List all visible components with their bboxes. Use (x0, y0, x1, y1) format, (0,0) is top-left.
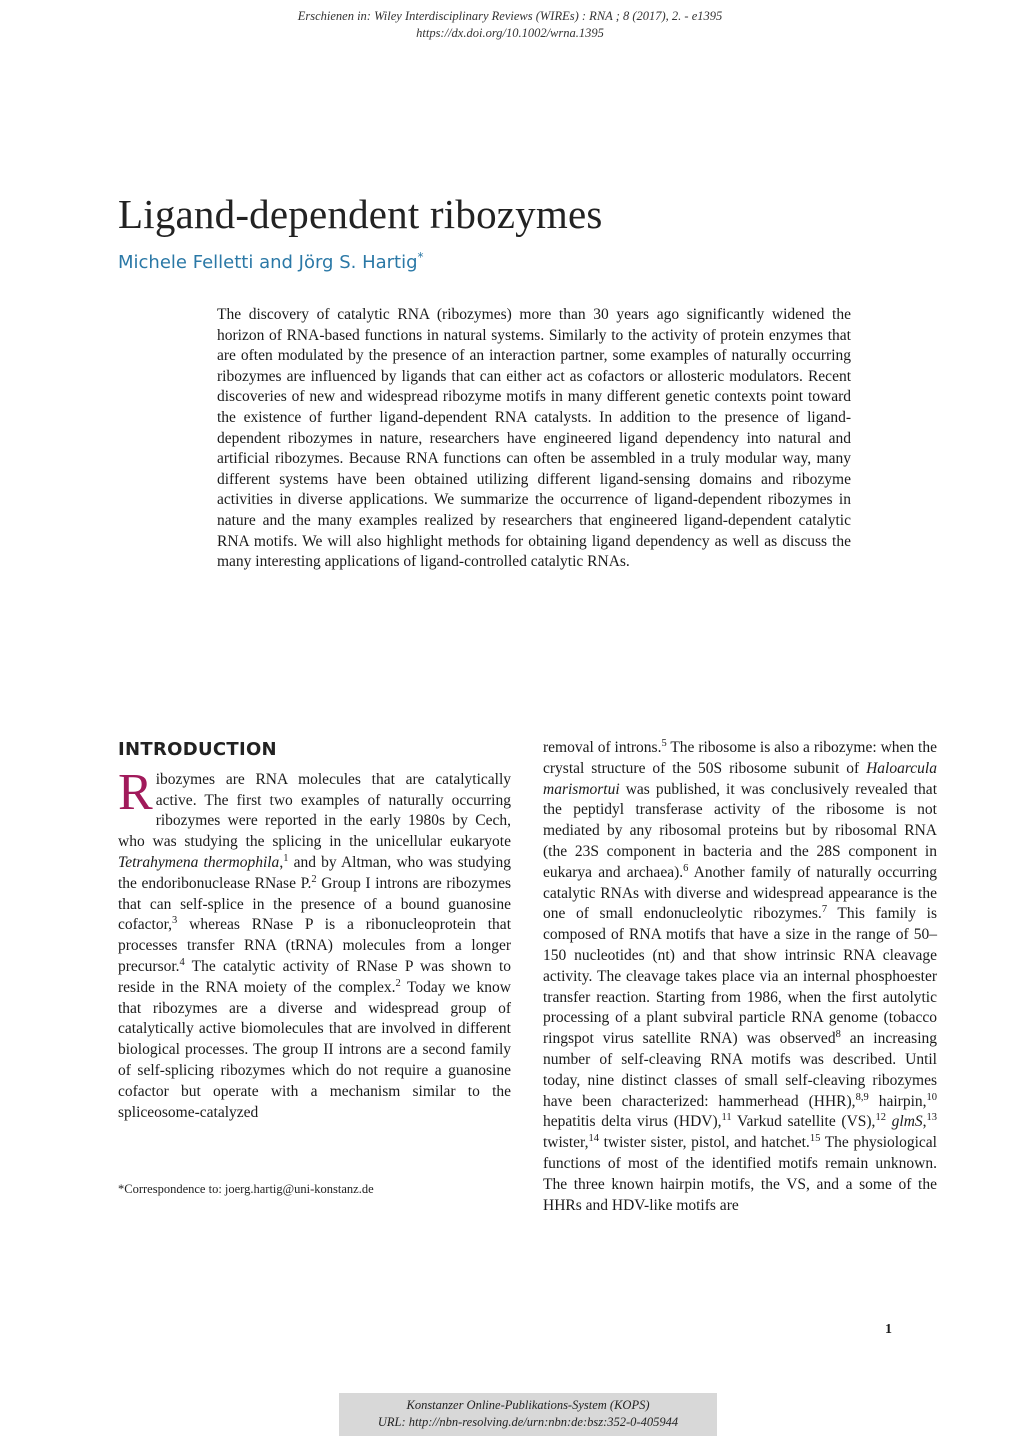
journal-citation-header (0, 8, 1020, 42)
author-list (118, 252, 424, 273)
correspondence-mark: * (417, 250, 424, 264)
page-number: 1 (885, 1322, 892, 1337)
doi-link[interactable]: https://dx.doi.org/10.1002/wrna.1395 (416, 26, 604, 40)
repository-footer (339, 1393, 717, 1436)
intro-paragraph-continued: removal of introns.$^5$ The ribosome is also a ribozyme: when the crystal structure of the 50S ribosome subunit of Haloarcula marismortui was published, it was conclusively revealed that the peptidyl transferase activity of the ribosome is not mediated by any ribosomal proteins but by ribosomal RNA (the 23S component in bacteria and the 28S component in eukarya and archaea).$^6$ Another family of naturally occurring catalytic RNAs with diverse and widespread appearance is the one of small endonucleolytic ribozymes.$^7$ This family is composed of RNA motifs that have a size in the range of 50–150 nucleotides (nt) and that show intrinsic RNA cleavage activity. The cleavage takes place via an internal phosphoester transfer reaction. Starting from 1986, when the first autolytic processing of a plant subviral particle RNA genome (tobacco ringspot virus satellite RNA) was observed$^8$ an increasing number of self-cleaving RNA motifs was described. Until today, nine distinct classes of small self-cleaving ribozymes have been characterized: hammerhead (HHR),$^{8,9}$ hairpin,$^{10}$ hepatitis delta virus (HDV),$^{11}$ Varkud satellite (VS),$^{12}$ glmS,$^{13}$ twister,$^{14}$ twister sister, pistol, and hatchet.$^{15}$ The physiological functions of most of the identified motifs remain unknown. The three known hairpin motifs, the VS, and a some of the HHRs and HDV-like motifs are (543, 737, 938, 1214)
repository-url[interactable]: URL: http://nbn-resolving.de/urn:nbn:de:bsz:352-0-405944 (377, 1415, 679, 1429)
intro-column-left (118, 740, 511, 1123)
citation-line: Erschienen in: Wiley Interdisciplinary Reviews (WIREs) : RNA ; 8 (2017), 2. - e1395 (297, 9, 723, 23)
drop-cap: R (118, 763, 153, 821)
author-names: Michele Felletti and Jörg S. Hartig (118, 252, 418, 273)
intro-column-right (543, 738, 937, 1216)
article-title: Ligand-dependent ribozymes (118, 191, 603, 237)
section-heading: INTRODUCTION (118, 739, 277, 760)
correspondence-footnote: *Correspondence to: joerg.hartig@uni-konstanz.de (118, 1182, 374, 1196)
repository-name: Konstanzer Online-Publikations-System (KOPS) (406, 1398, 650, 1412)
abstract: The discovery of catalytic RNA (ribozymes) more than 30 years ago significantly widened the horizon of RNA-based functions in natural systems. Similarly to the activity of protein enzymes that are often modulated by the presence of an interaction partner, some examples of naturally occurring ribozymes are influenced by ligands that can either act as cofactors or allosteric modulators. Recent discoveries of new and widespread ribozyme motifs in many different genetic contexts point toward the existence of further ligand-dependent RNA catalysts. In addition to the presence of ligand-dependent ribozymes in nature, researchers have engineered ligand dependency into natural and artificial ribozymes. Because RNA functions can often be assembled in a truly modular way, many different systems have been obtained utilizing different ligand-sensing domains and ribozyme activities in diverse applications. We summarize the occurrence of ligand-dependent ribozymes in nature and the many examples realized by researchers that engineered ligand-dependent catalytic RNA motifs. We will also highlight methods for obtaining ligand dependency as well as discuss the many interesting applications of ligand-controlled catalytic RNAs. (217, 306, 851, 571)
intro-paragraph: Ribozymes are RNA molecules that are catalytically active. The first two examples of naturally occurring ribozymes were reported in the early 1980s by Cech, who was studying the splicing in the unicellular eukaryote Tetrahymena thermophila,$^1$ and by Altman, who was studying the endoribonuclease RNase P.$^2$ Group I introns are ribozymes that can self-splice in the presence of a bound guanosine cofactor,$^3$ whereas RNase P is a ribonucleoprotein that processes transfer RNA (tRNA) molecules from a longer precursor.$^4$ The catalytic activity of RNase P was shown to reside in the RNA moiety of the complex.$^2$ Today we know that ribozymes are a diverse and widespread group of catalytically active biomolecules that are involved in different biological processes. The group II introns are a second family of self-splicing ribozymes which do not require a guanosine cofactor but operate with a mechanism similar to the spliceosome-catalyzed (118, 763, 511, 1121)
